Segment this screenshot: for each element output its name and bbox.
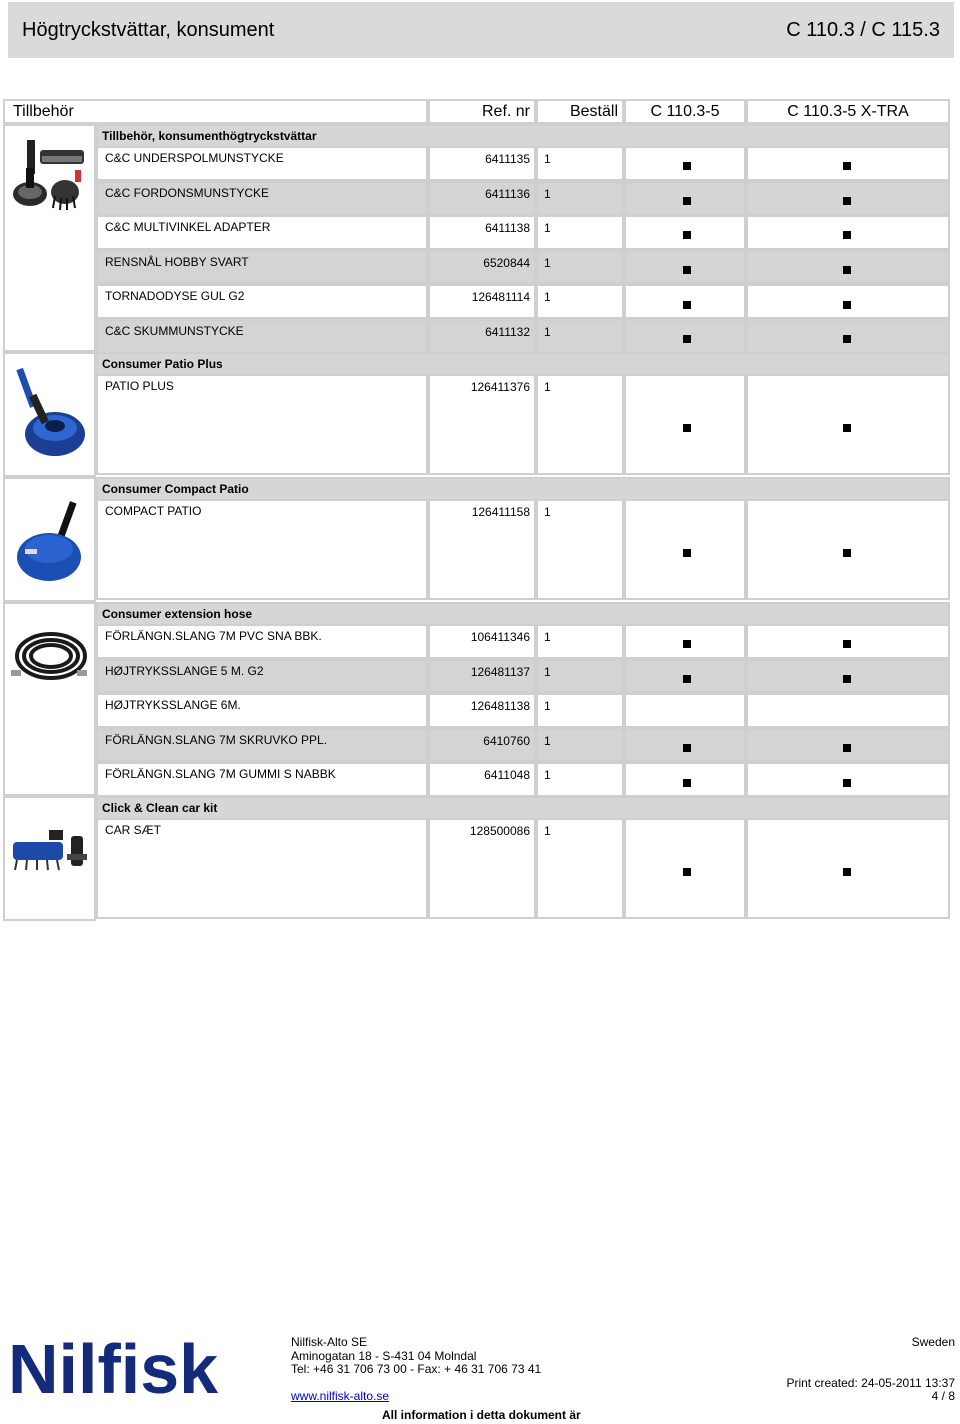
item-ref: 126411376 [428,374,536,475]
availability-cell-m2 [746,146,950,181]
item-qty: 1 [536,215,624,250]
availability-cell-m1 [624,499,746,600]
item-ref: 126481138 [428,693,536,728]
footer-disclaimer: All information i detta dokument är [382,1408,581,1422]
availability-cell-m1 [624,284,746,319]
availability-marker [843,231,851,239]
availability-cell-m1 [624,181,746,216]
car-kit-icon [5,798,94,919]
item-qty: 1 [536,250,624,285]
availability-cell-m1 [624,693,746,728]
availability-cell-m2 [746,728,950,763]
item-qty: 1 [536,728,624,763]
availability-cell-m2 [746,374,950,475]
availability-cell-m1 [624,624,746,659]
availability-marker [683,162,691,170]
availability-cell-m2 [746,215,950,250]
model-title: C 110.3 / C 115.3 [786,19,940,41]
availability-cell-m1 [624,374,746,475]
footer-country: Sweden [911,1335,955,1349]
availability-marker [843,779,851,787]
availability-marker [843,424,851,432]
footer-page-number: 4 / 8 [931,1389,955,1403]
availability-marker [683,744,691,752]
group-image-patio-plus [3,352,96,477]
item-name: C&C MULTIVINKEL ADAPTER [96,215,428,250]
page-title: Högtryckstvättar, konsument [22,19,275,41]
patio-cleaner-icon [5,354,94,475]
item-ref: 6411132 [428,319,536,354]
availability-marker [843,744,851,752]
item-ref: 126411158 [428,499,536,600]
item-ref: 6411048 [428,762,536,797]
column-header-qty: Beställ [536,99,624,124]
availability-marker [683,868,691,876]
availability-cell-m2 [746,319,950,354]
availability-cell-m1 [624,762,746,797]
availability-cell-m1 [624,818,746,919]
item-qty: 1 [536,762,624,797]
availability-cell-m1 [624,319,746,354]
item-ref: 6411136 [428,181,536,216]
availability-marker [843,868,851,876]
item-name: CAR SÆT [96,818,428,919]
compact-patio-icon [5,479,94,600]
availability-marker [843,640,851,648]
item-ref: 106411346 [428,624,536,659]
availability-cell-m2 [746,762,950,797]
group-image-car-kit [3,796,96,921]
column-header-model2: C 110.3-5 X-TRA [746,99,950,124]
item-qty: 1 [536,374,624,475]
availability-cell-m2 [746,818,950,919]
availability-marker [683,779,691,787]
item-ref: 6520844 [428,250,536,285]
availability-marker [683,335,691,343]
item-name: FÖRLÄNGN.SLANG 7M PVC SNA BBK. [96,624,428,659]
availability-marker [843,162,851,170]
availability-marker [683,231,691,239]
group-image-extension-hose [3,602,96,796]
footer-phone: Tel: +46 31 706 73 00 - Fax: + 46 31 706 73 41 [291,1362,542,1376]
availability-marker [683,675,691,683]
item-name: RENSNÅL HOBBY SVART [96,250,428,285]
availability-cell-m2 [746,659,950,694]
availability-cell-m2 [746,499,950,600]
item-ref: 6411135 [428,146,536,181]
item-qty: 1 [536,624,624,659]
column-header-item: Tillbehör [3,99,428,124]
group-title: Consumer Compact Patio [96,477,950,501]
item-name: FÖRLÄNGN.SLANG 7M SKRUVKO PPL. [96,728,428,763]
page-header [8,2,954,58]
availability-cell-m1 [624,250,746,285]
item-ref: 6410760 [428,728,536,763]
availability-marker [843,335,851,343]
availability-cell-m1 [624,728,746,763]
availability-cell-m2 [746,284,950,319]
hose-icon [5,604,94,794]
group-title: Consumer extension hose [96,602,950,626]
footer-company: Nilfisk-Alto SE [291,1335,368,1349]
availability-cell-m2 [746,250,950,285]
item-qty: 1 [536,818,624,919]
item-ref: 128500086 [428,818,536,919]
nozzle-set-icon [5,126,94,350]
item-name: HØJTRYKSSLANGE 5 M. G2 [96,659,428,694]
column-header-ref: Ref. nr [428,99,536,124]
item-ref: 126481114 [428,284,536,319]
availability-cell-m1 [624,215,746,250]
availability-marker [843,675,851,683]
availability-marker [843,549,851,557]
item-qty: 1 [536,181,624,216]
availability-marker [683,549,691,557]
availability-marker [843,197,851,205]
item-name: C&C FORDONSMUNSTYCKE [96,181,428,216]
availability-marker [683,301,691,309]
availability-marker [843,301,851,309]
logo-text: Nilfisk [8,1335,219,1399]
availability-marker [683,424,691,432]
availability-marker [843,266,851,274]
group-image-accessories [3,124,96,352]
availability-marker [683,266,691,274]
item-qty: 1 [536,319,624,354]
availability-cell-m2 [746,624,950,659]
group-image-compact-patio [3,477,96,602]
availability-cell-m2 [746,181,950,216]
group-title: Click & Clean car kit [96,796,950,820]
item-ref: 126481137 [428,659,536,694]
footer-address: Aminogatan 18 - S-431 04 Molndal [291,1349,477,1363]
item-qty: 1 [536,659,624,694]
availability-marker [683,640,691,648]
availability-cell-m1 [624,659,746,694]
page-footer [0,1325,960,1424]
nilfisk-logo [6,1335,282,1399]
column-header-model1: C 110.3-5 [624,99,746,124]
item-name: COMPACT PATIO [96,499,428,600]
item-name: C&C SKUMMUNSTYCKE [96,319,428,354]
availability-marker [683,197,691,205]
footer-print-date: Print created: 24-05-2011 13:37 [786,1376,955,1390]
item-name: HØJTRYKSSLANGE 6M. [96,693,428,728]
item-qty: 1 [536,693,624,728]
group-title: Consumer Patio Plus [96,352,950,376]
item-name: C&C UNDERSPOLMUNSTYCKE [96,146,428,181]
availability-cell-m1 [624,146,746,181]
group-title: Tillbehör, konsumenthögtryckstvättar [96,124,950,148]
item-name: TORNADODYSE GUL G2 [96,284,428,319]
item-qty: 1 [536,499,624,600]
item-name: FÖRLÄNGN.SLANG 7M GUMMI S NABBK [96,762,428,797]
item-name: PATIO PLUS [96,374,428,475]
availability-cell-m2 [746,693,950,728]
footer-website-link[interactable]: www.nilfisk-alto.se [291,1389,390,1403]
item-qty: 1 [536,146,624,181]
item-qty: 1 [536,284,624,319]
item-ref: 6411138 [428,215,536,250]
